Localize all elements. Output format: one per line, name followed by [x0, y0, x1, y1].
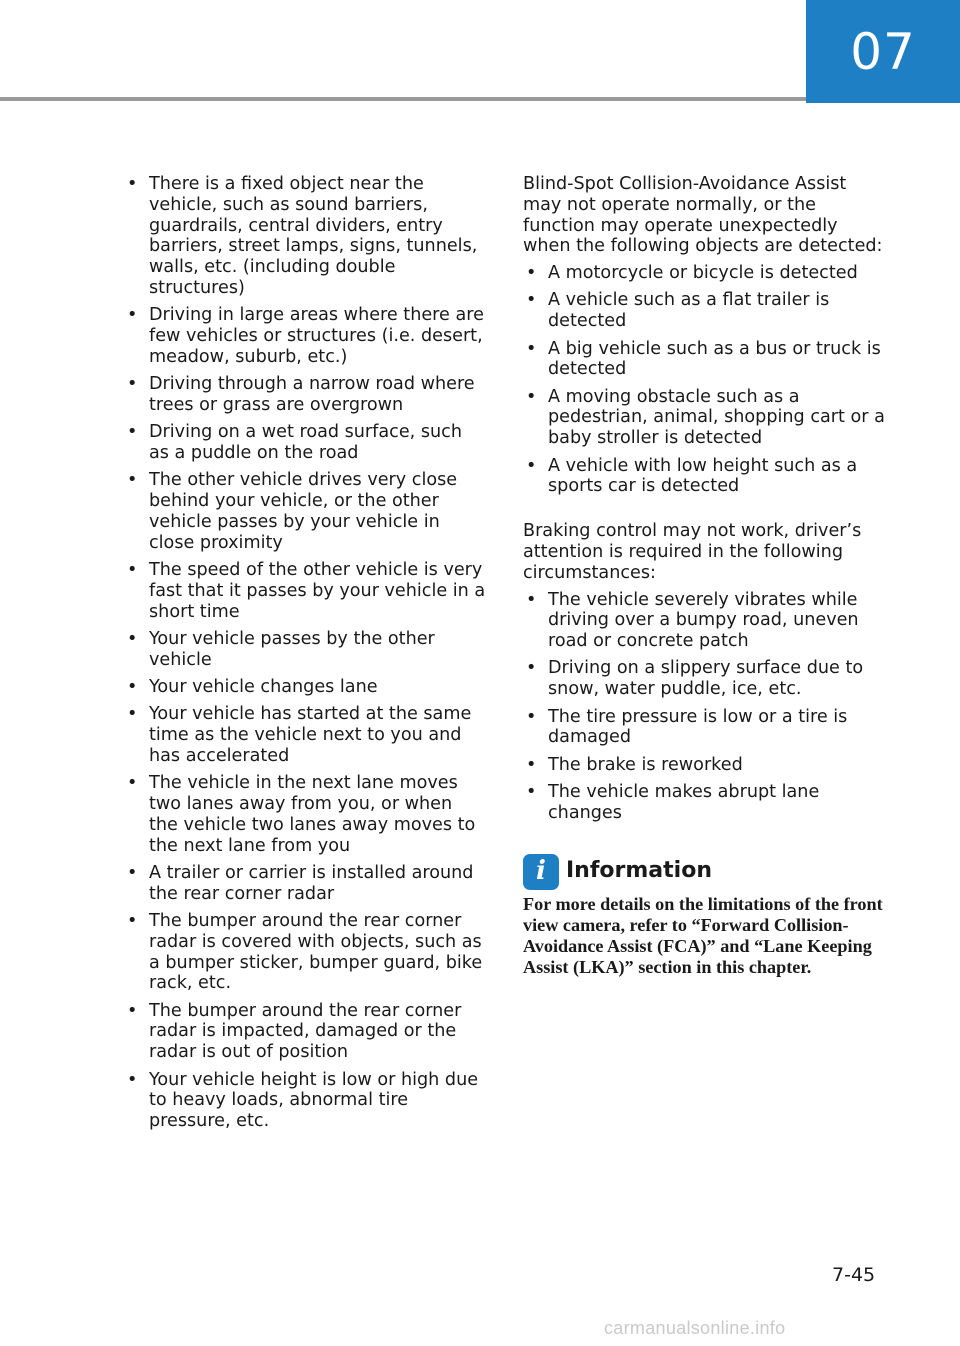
list-item: • A vehicle with low height such as a sports car is detected: [523, 456, 885, 498]
list-item: • A moving obstacle such as a pedestrian, animal, shopping cart or a baby stroller is detected: [523, 387, 885, 449]
list-item: • The vehicle in the next lane moves two lanes away from you, or when the vehicle two lanes away moves to the next lane from you: [124, 773, 486, 856]
list-item: • Driving through a narrow road where trees or grass are overgrown: [124, 374, 486, 416]
list-item: • The other vehicle drives very close behind your vehicle, or the other vehicle passes by your vehicle in close proximity: [124, 470, 486, 553]
list-item: • The vehicle makes abrupt lane changes: [523, 782, 885, 824]
information-icon: i: [523, 854, 559, 890]
braking-intro: Braking control may not work, driver’s attention is required in the following circumstances:: [523, 521, 862, 583]
list-item: • Your vehicle has started at the same time as the vehicle next to you and has accelerated: [124, 704, 486, 766]
list-item: • A motorcycle or bicycle is detected: [523, 263, 885, 284]
list-item: • The speed of the other vehicle is very fast that it passes by your vehicle in a short time: [124, 560, 486, 622]
objects-intro: Blind-Spot Collision-Avoidance Assist may not operate normally, or the function may operate unexpectedly when the following objects are detected:: [523, 174, 883, 257]
list-item: • The vehicle severely vibrates while driving over a bumpy road, uneven road or concrete patch: [523, 590, 885, 652]
chapter-tab: 07: [806, 0, 960, 103]
list-item: • Driving in large areas where there are few vehicles or structures (i.e. desert, meadow, suburb, etc.): [124, 305, 486, 367]
list-item: • Your vehicle height is low or high due to heavy loads, abnormal tire pressure, etc.: [124, 1070, 486, 1132]
information-body: For more details on the limitations of the front view camera, refer to “Forward Collision-Avoidance Assist (FCA)” and “Lane Keeping Assist (LKA)” section in this chapter.: [523, 893, 883, 977]
page-number: 7-45: [832, 1264, 876, 1286]
list-item: • Driving on a wet road surface, such as a puddle on the road: [124, 422, 486, 464]
list-item: • A trailer or carrier is installed around the rear corner radar: [124, 863, 486, 905]
braking-list: [523, 590, 885, 824]
conditions-list: [124, 174, 486, 1132]
left-column: [124, 174, 486, 1138]
list-item: • There is a fixed object near the vehicle, such as sound barriers, guardrails, central dividers, entry barriers, street lamps, signs, tunnels, walls, etc. (including double structures): [124, 174, 486, 299]
information-header: [523, 854, 885, 890]
list-item: • Your vehicle changes lane: [124, 677, 486, 698]
list-item: • A big vehicle such as a bus or truck is detected: [523, 339, 885, 381]
list-item: • The bumper around the rear corner radar is impacted, damaged or the radar is out of position: [124, 1001, 486, 1063]
list-item: • The brake is reworked: [523, 755, 885, 776]
header-rule: [0, 97, 806, 101]
list-item: • A vehicle such as a flat trailer is detected: [523, 290, 885, 332]
list-item: • Your vehicle passes by the other vehicle: [124, 629, 486, 671]
watermark: carmanualsonline.info: [604, 1318, 786, 1338]
list-item: • Driving on a slippery surface due to snow, water puddle, ice, etc.: [523, 658, 885, 700]
information-title: Information: [566, 858, 712, 884]
right-column: [523, 174, 885, 978]
list-item: • The tire pressure is low or a tire is damaged: [523, 707, 885, 749]
objects-list: [523, 263, 885, 497]
list-item: • The bumper around the rear corner radar is covered with objects, such as a bumper sticker, bumper guard, bike rack, etc.: [124, 911, 486, 994]
